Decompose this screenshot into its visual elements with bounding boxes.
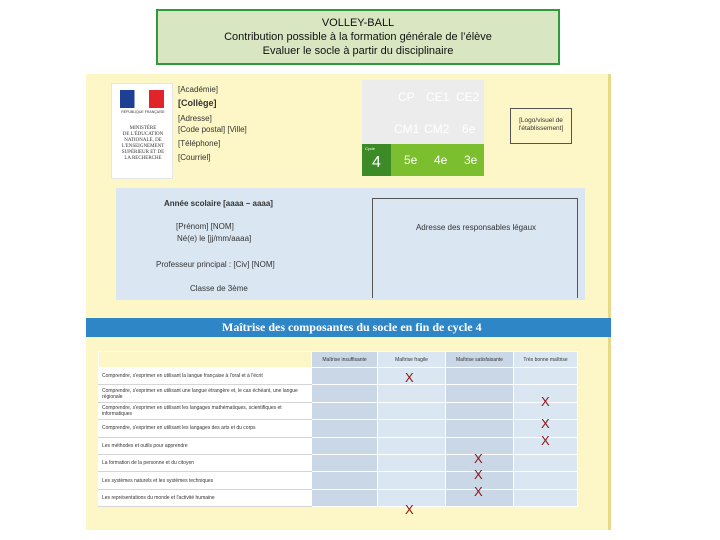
annee-scolaire: Année scolaire [aaaa – aaaa] [164,199,273,208]
republique-text: RÉPUBLIQUE FRANÇAISE [121,110,165,114]
socle-table [98,351,578,507]
cycle-ce2: CE2 [456,90,480,104]
header-tres-bonne: Très bonne maîtrise [514,352,578,368]
table-row [99,437,578,454]
courriel-field: [Courriel] [178,153,211,162]
cycle-6e: 6e [462,122,476,136]
socle-banner: Maîtrise des composantes du socle en fin de cycle 4 [86,318,611,337]
header-insuffisante: Maîtrise insuffisante [312,352,378,368]
title-subtitle: Contribution possible à la formation générale de l’élève [224,31,492,43]
mark-row-2: X [541,394,550,409]
cycle-cp: CP [398,90,415,104]
table-row [99,489,578,506]
title-subtitle-2: Evaluer le socle à partir du disciplinaire [262,45,454,57]
student-block [116,188,585,300]
mark-row-5: X [474,451,483,466]
row-label: Les méthodes et outils pour apprendre [99,437,312,454]
level-3e: 3e [464,153,478,167]
table-row [99,454,578,471]
professeur-principal: Professeur principal : [Civ] [NOM] [156,260,275,269]
responsables-label: Adresse des responsables légaux [415,223,537,232]
mark-row-4: X [541,433,550,448]
table-row [99,420,578,437]
table-row [99,368,578,385]
marianne-flag-icon [120,90,164,108]
mark-row-3: X [541,416,550,431]
title-box [156,9,560,65]
cycle-cm1: CM1 [394,122,420,136]
logo-etablissement: [Logo/visuel de l'établissement] [510,108,572,144]
cycle-number: Cycle 4 [362,144,391,176]
header-satisfaisante: Maîtrise satisfaisante [446,352,514,368]
telephone-field: [Téléphone] [178,139,221,148]
mark-row-1: X [405,370,414,385]
row-label: La formation de la personne et du citoyen [99,454,312,471]
title-sport: VOLLEY-BALL [321,17,395,29]
row-label: Les représentations du monde et l'activité humaine [99,489,312,506]
code-postal-field: [Code postal] [Ville] [178,125,247,134]
row-label: Comprendre, s'exprimer en utilisant les langages mathématiques, scientifiques et informatiques [99,402,312,419]
table-corner [99,352,312,368]
row-label: Les systèmes naturels et les systèmes techniques [99,472,312,489]
row-label: Comprendre, s'exprimer en utilisant une langue étrangère et, le cas échéant, une langue régionale [99,385,312,402]
cycle-4-row [362,144,484,176]
cycles-grid [362,80,484,144]
student-name: [Prénom] [NOM] [176,222,234,231]
academie-field: [Académie] [178,85,219,94]
level-5e: 5e [404,153,418,167]
table-row [99,402,578,419]
mark-row-7: X [474,484,483,499]
table-row [99,385,578,402]
responsables-box [372,198,578,298]
row-label: Comprendre, s'exprimer en utilisant la langue française à l'oral et à l'écrit [99,368,312,385]
table-row [99,472,578,489]
cycle-ce1: CE1 [426,90,450,104]
level-4e: 4e [434,153,448,167]
mark-row-6: X [474,467,483,482]
livret-document [86,74,611,530]
header-fragile: Maîtrise fragile [378,352,446,368]
college-field: [Collège] [178,98,217,108]
school-address [178,84,247,163]
row-label: Comprendre, s'exprimer en utilisant les langages des arts et du corps [99,420,312,437]
student-birthdate: Né(e) le [jj/mm/aaaa] [177,234,252,243]
cycle-cm2: CM2 [424,122,450,136]
ministry-text: MINISTÈRE DE L'ÉDUCATION NATIONALE, DE L'ENSEIGNEMENT SUPÉRIEUR ET DE LA RECHERCHE [121,126,165,161]
adresse-field: [Adresse] [178,114,212,123]
cycle-label: Cycle [365,146,376,151]
classe: Classe de 3ème [190,284,248,293]
mark-row-8: X [405,502,414,517]
ministry-logo [111,83,173,179]
